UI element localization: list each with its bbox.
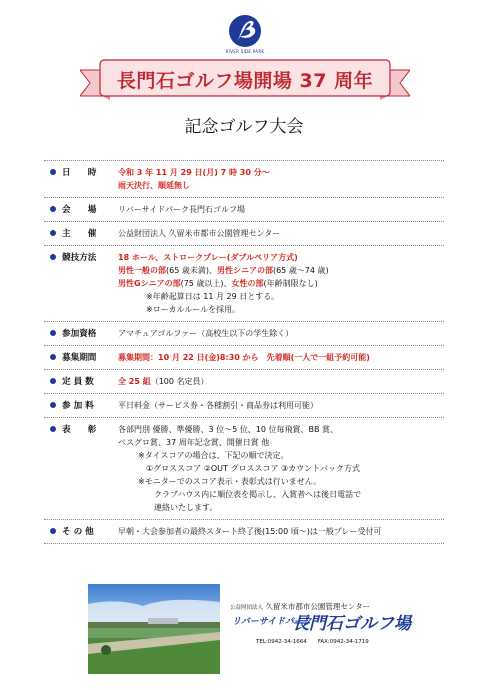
row-award (44, 418, 444, 520)
row-date (44, 161, 444, 198)
bullet-icon (50, 206, 56, 212)
award-line: クラブハウス内に順位表を掲示し、入賞者へは後日電話で (154, 490, 362, 499)
bullet-icon (50, 426, 56, 432)
eligibility-value: アマチュアゴルファー（高校生以下の学生除く） (118, 329, 294, 338)
fee-value: 平日料金（サービス券・各種割引・商品券は利用可能） (118, 401, 318, 410)
banner-title: 長門石ゴルフ場開場 37 周年 (116, 70, 374, 92)
row-recruit (44, 346, 444, 370)
row-fee (44, 394, 444, 418)
award-line: 各部門別 優勝、準優勝、3 位～5 位、10 位毎飛賞、BB 賞、 (118, 425, 339, 434)
org-name: 久留米市都市公園管理センター (265, 602, 371, 611)
local-rule-note: ※ローカルルールを採用。 (146, 305, 241, 314)
bullet-icon (50, 330, 56, 336)
info-table (44, 160, 444, 544)
method-format: 18 ホール、ストロークプレー(ダブルペリア方式) (118, 253, 298, 262)
award-line: ベスグロ賞、37 周年記念賞、開催日賞 他 (118, 438, 270, 447)
bullet-icon (50, 254, 56, 260)
bullet-icon (50, 230, 56, 236)
award-line: 連絡いたします。 (154, 503, 218, 512)
b-logo-icon (228, 14, 262, 48)
division-men-senior: 男性シニアの部 (216, 266, 273, 275)
capacity-people: （100 名定員） (150, 377, 209, 386)
row-other (44, 520, 444, 544)
org-prefix: 公益財団法人 (230, 605, 264, 611)
contact-info: TEL:0942-34-1664 FAX:0942-34-1719 (256, 639, 369, 645)
brand-small: リバーサイドパーク (232, 617, 312, 627)
row-eligibility (44, 322, 444, 346)
recruit-value: 募集期間：10 月 22 日(金)8:30 から 先着順(一人で一組予約可能) (118, 353, 370, 362)
row-label: 日 時 (62, 168, 97, 178)
division-men-general: 男性一般の部 (118, 266, 166, 275)
row-label: 参 加 料 (62, 401, 94, 411)
division-men-g-senior: 男性Gシニアの部 (118, 279, 181, 288)
division-women: 女性の部 (231, 279, 264, 288)
row-label: 主 催 (62, 229, 97, 239)
logo-text: RIVER SIDE PARK (225, 49, 265, 54)
golf-course-photo (88, 584, 220, 674)
venue-value: リバーサイドパーク長門石ゴルフ場 (118, 205, 246, 214)
award-line: ※モニターでのスコア表示・表彰式は行いません。 (138, 477, 322, 486)
row-venue (44, 198, 444, 222)
row-label: そ の 他 (62, 527, 94, 537)
page-subtitle: 記念ゴルフ大会 (184, 117, 304, 137)
row-label: 表 彰 (62, 425, 97, 435)
bullet-icon (50, 528, 56, 534)
age-note: ※年齢起算日は 11 月 29 日とする。 (146, 292, 280, 301)
row-label: 募集期間 (62, 353, 97, 363)
rain-note: 雨天決行、順延無し (118, 181, 190, 190)
host-value: 公益財団法人 久留米市都市公園管理センター (118, 229, 281, 238)
row-host (44, 222, 444, 246)
capacity-groups: 全 25 組 (118, 377, 151, 386)
title-banner (80, 56, 410, 102)
division-note: (65 歳～74 歳) (272, 266, 329, 275)
row-label: 定 員 数 (62, 377, 94, 387)
row-method (44, 246, 444, 322)
bullet-icon (50, 169, 56, 175)
row-label: 参加資格 (62, 329, 97, 339)
division-note: (年齢制限なし) (263, 279, 318, 288)
date-value: 令和 3 年 11 月 29 日(月) 7 時 30 分～ (118, 168, 270, 177)
award-line: ※タイスコアの場合は、下記の順で決定。 (138, 451, 289, 460)
row-label: 会 場 (62, 205, 97, 215)
award-line: ①グロススコア ②OUT グロススコア ③カウントバック方式 (146, 464, 361, 473)
bullet-icon (50, 378, 56, 384)
division-note: (75 歳以上)、 (180, 279, 232, 288)
bullet-icon (50, 402, 56, 408)
other-value: 早朝・大会参加者の最終スタート終了後(15:00 頃～)は一般プレー受付可 (118, 527, 382, 536)
logo (224, 14, 266, 58)
row-label: 競技方法 (62, 253, 97, 263)
bullet-icon (50, 354, 56, 360)
row-capacity (44, 370, 444, 394)
brand-name: 長門石ゴルフ場 (292, 614, 411, 634)
division-note: (65 歳未満)、 (166, 266, 217, 275)
